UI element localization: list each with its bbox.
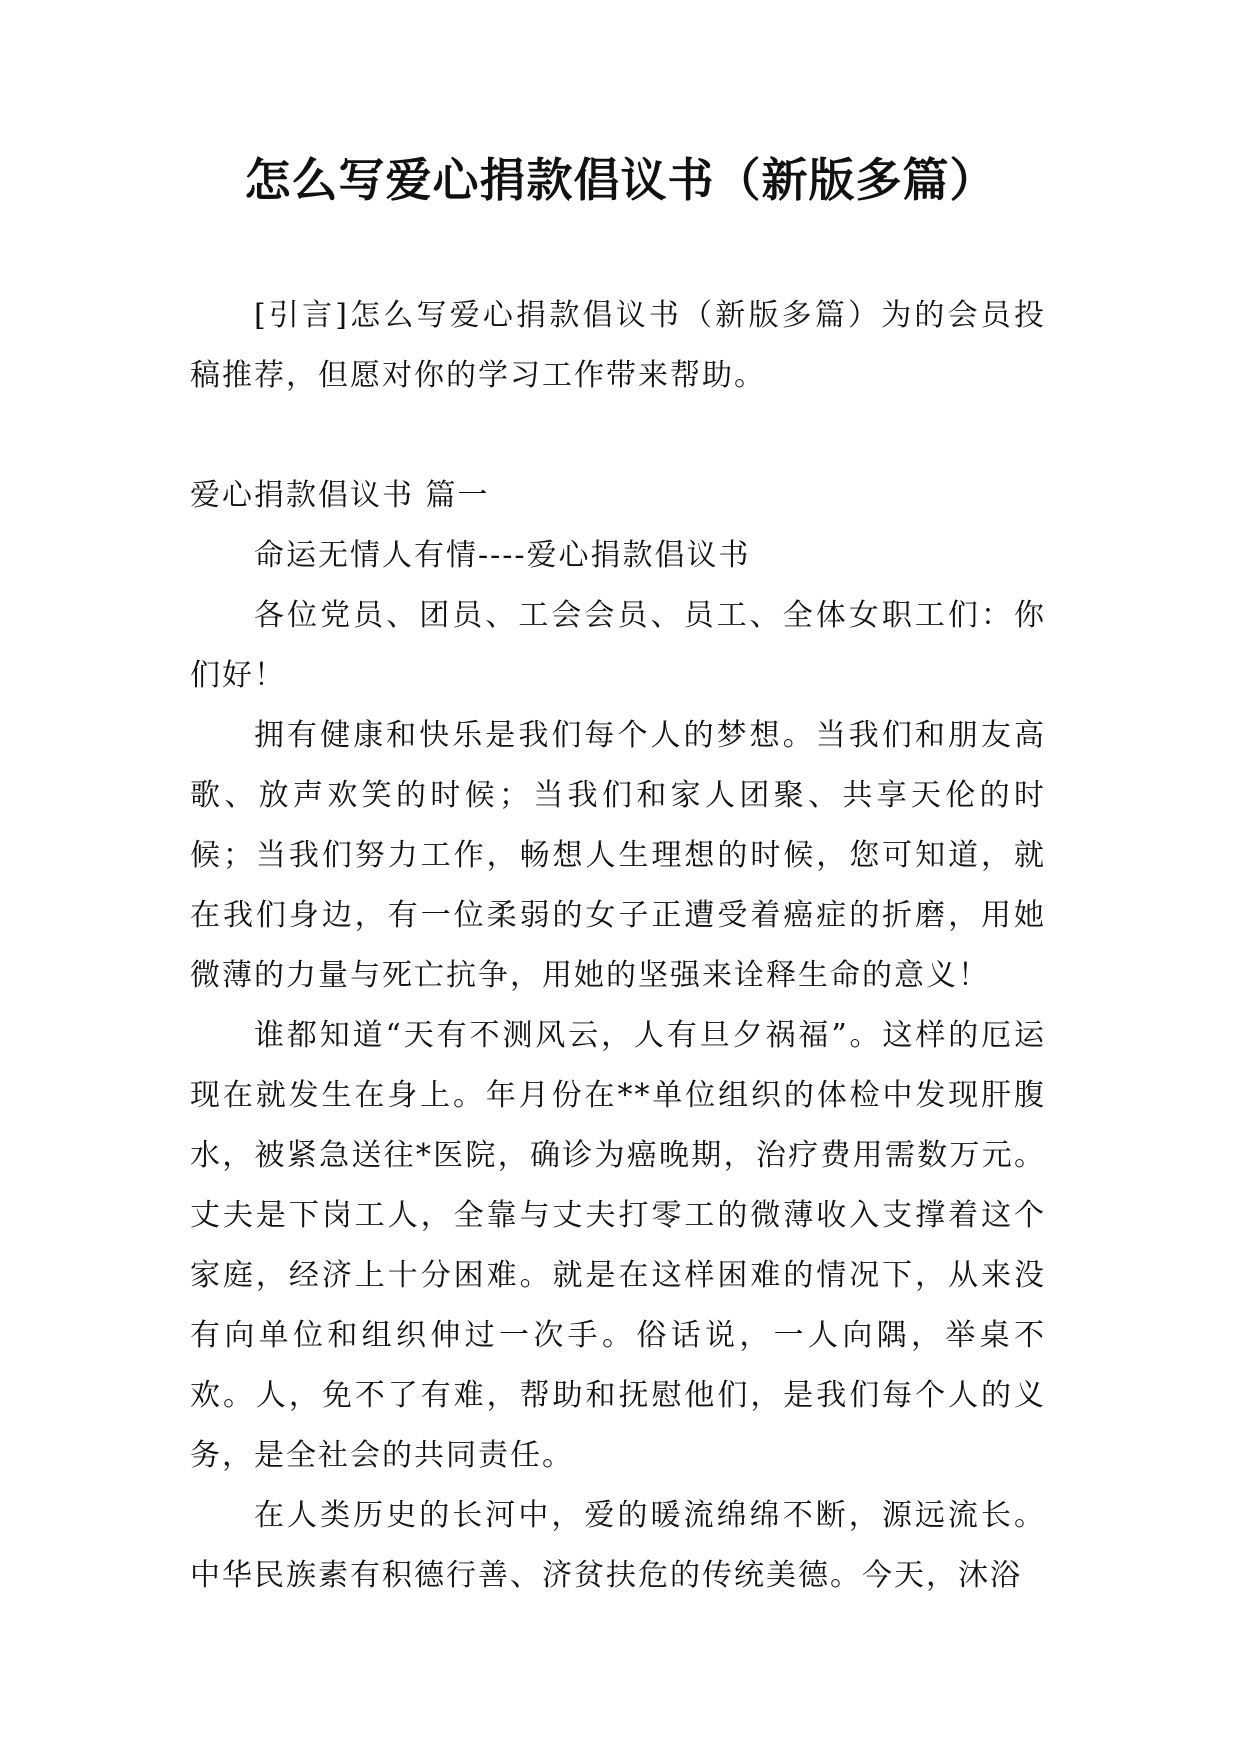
body-paragraph: 在人类历史的长河中，爱的暖流绵绵不断，源远流长。中华民族素有积德行善、济贫扶危的传统美德。今天，沐浴 [190,1498,1046,1593]
document-title: 怎么写爱心捐款倡议书（新版多篇） [244,153,997,207]
document-body [190,286,1046,1606]
body-paragraph: 谁都知道“天有不测风云，人有旦夕祸福”。这样的厄运现在就发生在身上。年月份在**单位组织的体检中发现肝腹水，被紧急送往*医院，确诊为癌晚期，治疗费用需数万元。丈夫是下岗工人，全靠与丈夫打零工的微薄收入支撑着这个家庭，经济上十分困难。就是在这样困难的情况下，从来没有向单位和组织伸过一次手。俗话说，一人向隅，举桌不欢。人，免不了有难，帮助和抚慰他们，是我们每个人的义务，是全社会的共同责任。 [190,1018,1046,1473]
body-paragraph: 拥有健康和快乐是我们每个人的梦想。当我们和朋友高歌、放声欢笑的时候；当我们和家人团聚、共享天伦的时候；当我们努力工作，畅想人生理想的时候，您可知道，就在我们身边，有一位柔弱的女子正遭受着癌症的折磨，用她微薄的力量与死亡抗争，用她的坚强来诠释生命的意义！ [190,718,1046,993]
letter-subtitle: 命运无情人有情----爱心捐款倡议书 [254,538,751,573]
intro-paragraph: [引言]怎么写爱心捐款倡议书（新版多篇）为的会员投稿推荐，但愿对你的学习工作带来帮助。 [190,298,1046,393]
section-heading: 爱心捐款倡议书 篇一 [190,478,490,513]
body-paragraph: 各位党员、团员、工会会员、员工、全体女职工们：你们好！ [190,598,1046,693]
